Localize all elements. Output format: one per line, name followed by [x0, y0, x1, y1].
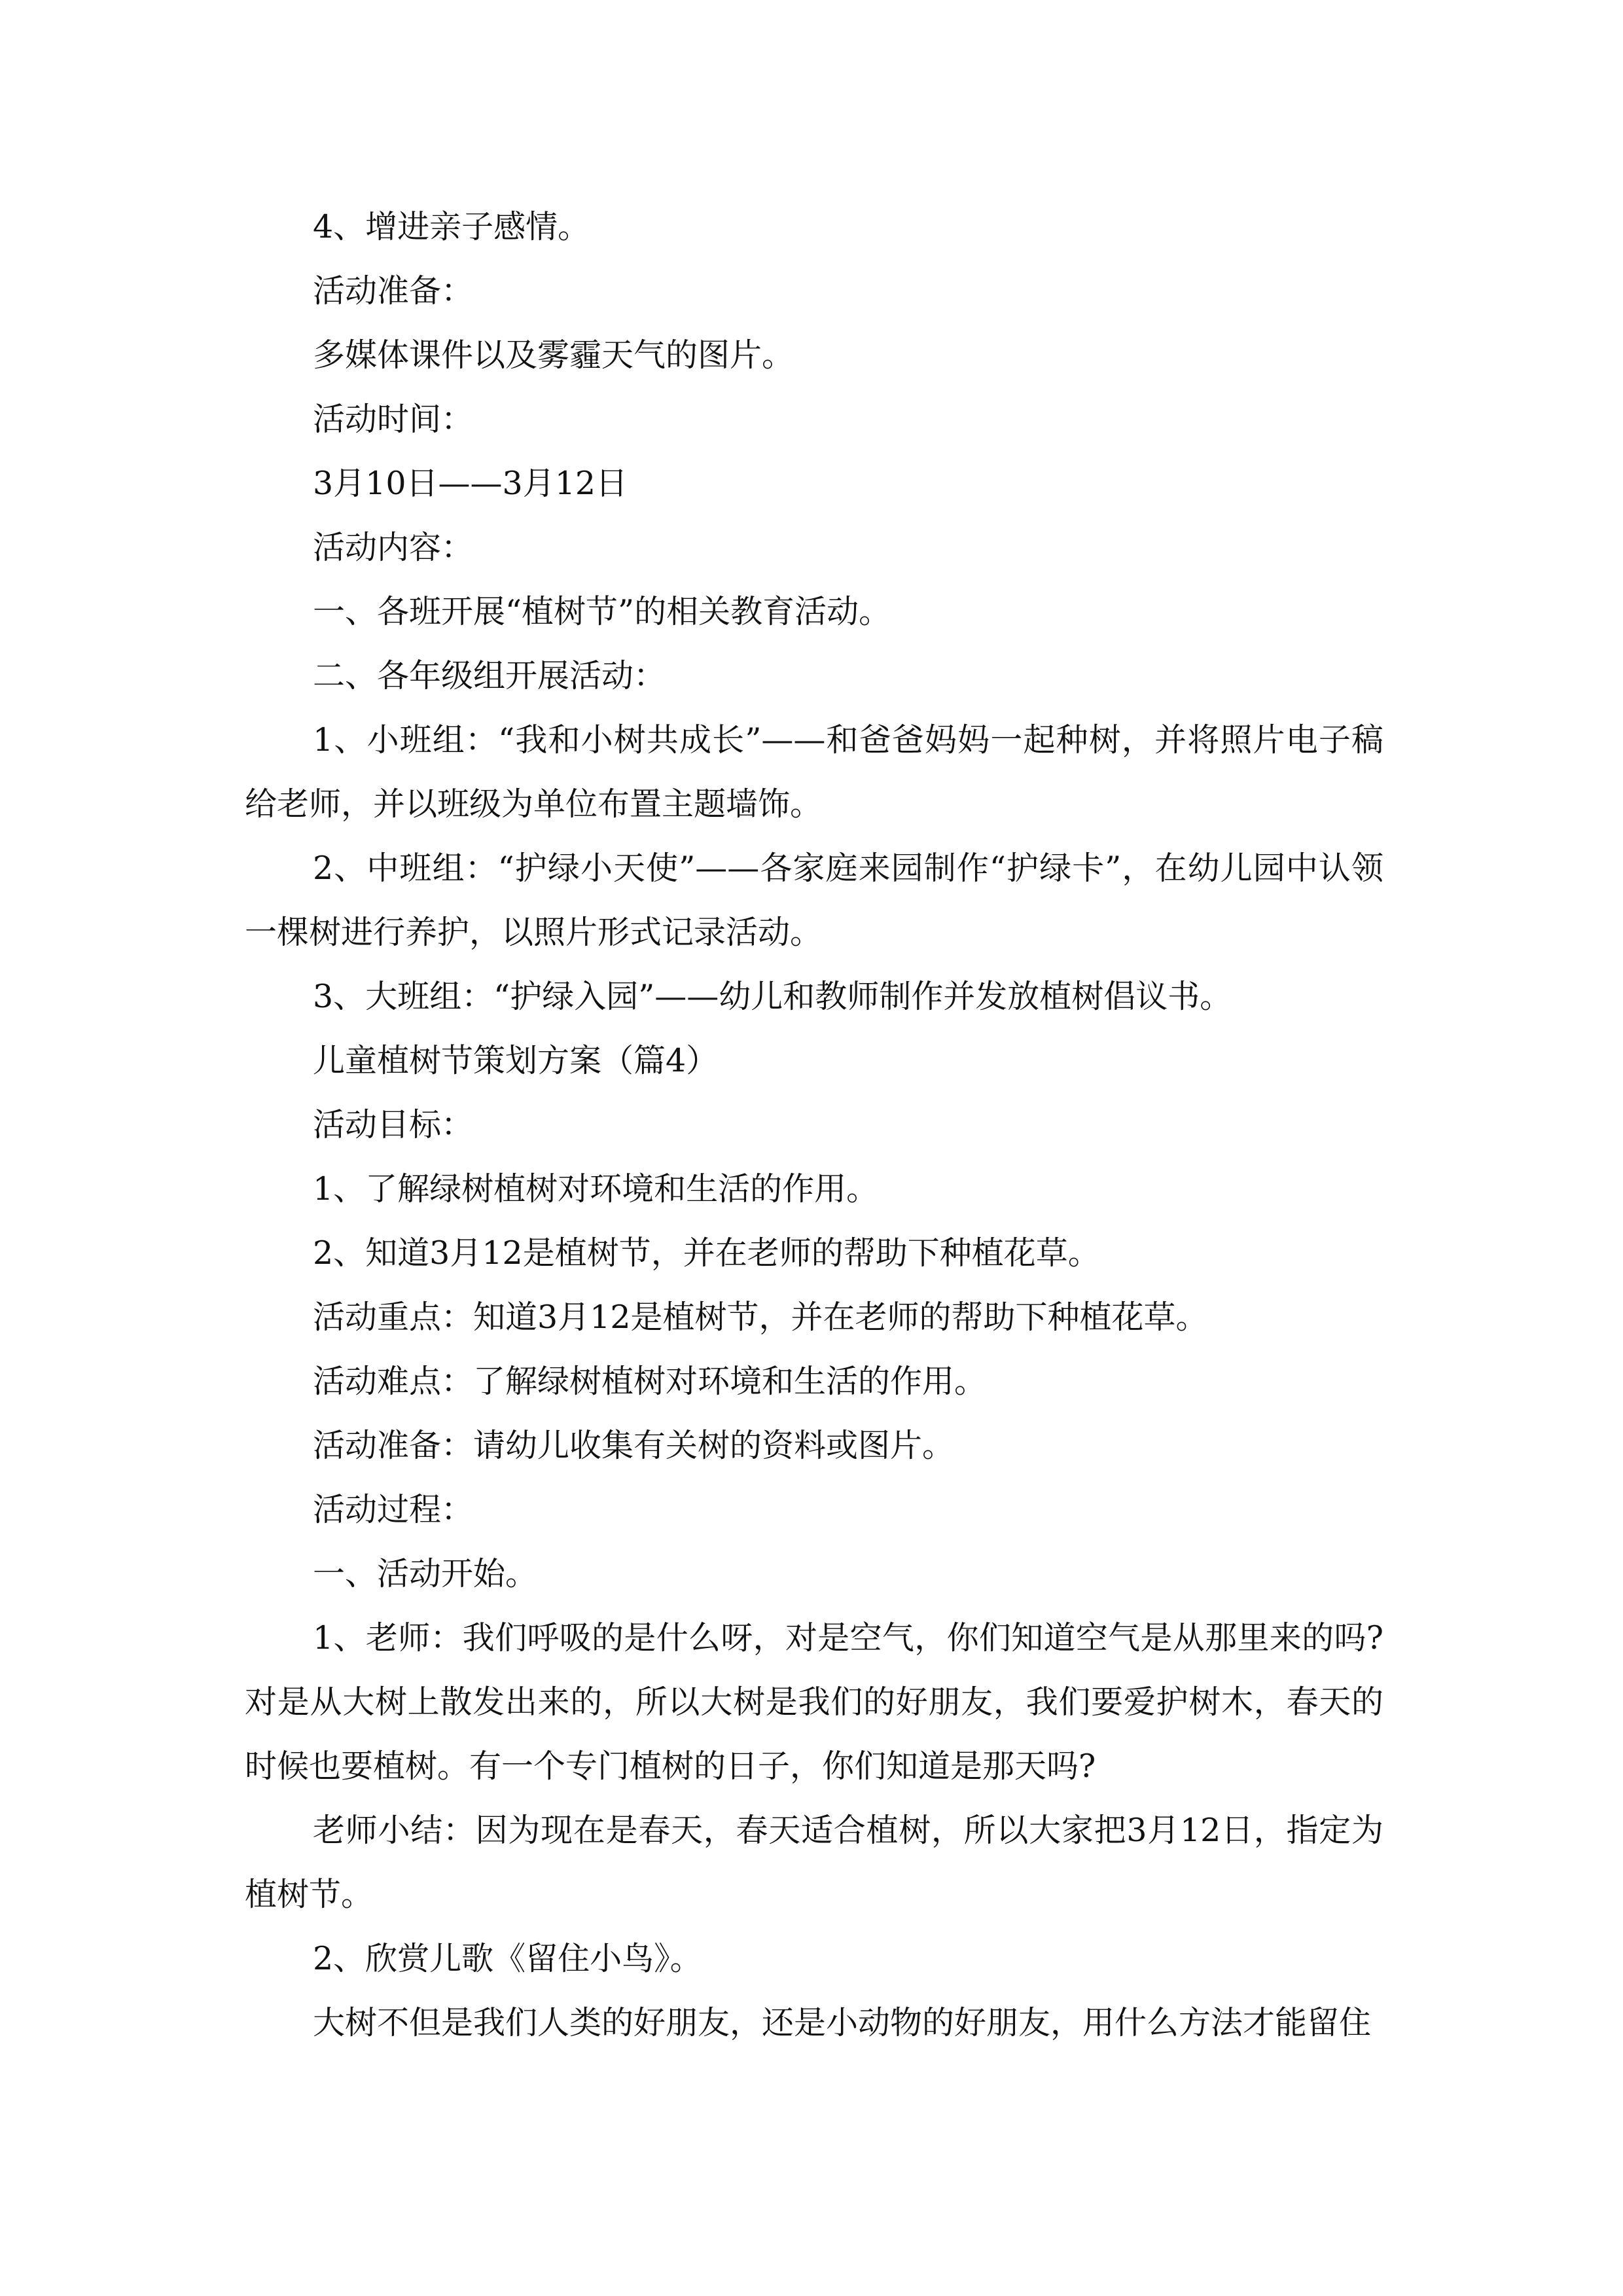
paragraph: 1、小班组：“我和小树共成长”——和爸爸妈妈一起种树，并将照片电子稿给老师，并以班级为单位布置主题墙饰。: [245, 721, 1383, 823]
paragraph: 1、老师：我们呼吸的是什么呀，对是空气，你们知道空气是从那里来的吗?对是从大树上散发出来的，所以大树是我们的好朋友，我们要爱护树木，春天的时候也要植树。有一个专门植树的日子，你们知道是那天吗?: [245, 1619, 1383, 1785]
section-label: 活动目标：: [313, 1106, 474, 1143]
paragraph: 3月10日——3月12日: [313, 465, 628, 502]
paragraph: 2、欣赏儿歌《留住小鸟》。: [313, 1940, 702, 1977]
paragraph: 2、知道3月12是植树节，并在老师的帮助下种植花草。: [313, 1234, 1100, 1272]
paragraph: 活动重点：知道3月12是植树节，并在老师的帮助下种植花草。: [313, 1299, 1208, 1336]
paragraph: 3、大班组：“护绿入园”——幼儿和教师制作并发放植树倡议书。: [313, 978, 1232, 1015]
paragraph: 活动难点：了解绿树植树对环境和生活的作用。: [313, 1363, 987, 1400]
paragraph: 2、中班组：“护绿小天使”——各家庭来园制作“护绿卡”，在幼儿园中认领一棵树进行养护，以照片形式记录活动。: [245, 850, 1383, 951]
paragraph: 一、各班开展“植树节”的相关教育活动。: [313, 593, 891, 630]
section-heading: 儿童植树节策划方案（篇4）: [313, 1042, 719, 1079]
paragraph: 一、活动开始。: [313, 1555, 538, 1592]
section-label: 活动时间：: [313, 401, 474, 438]
paragraph: 二、各年级组开展活动：: [313, 657, 666, 694]
section-label: 活动准备：: [313, 272, 474, 310]
paragraph: 老师小结：因为现在是春天，春天适合植树，所以大家把3月12日，指定为植树节。: [245, 1812, 1383, 1913]
document-body: [245, 195, 1383, 2055]
section-label: 活动内容：: [313, 529, 474, 566]
paragraph: 活动准备：请幼儿收集有关树的资料或图片。: [313, 1427, 955, 1464]
paragraph: 1、了解绿树植树对环境和生活的作用。: [313, 1170, 879, 1208]
paragraph: 4、增进亲子感情。: [313, 208, 590, 245]
paragraph: 大树不但是我们人类的好朋友，还是小动物的好朋友，用什么方法才能留住: [313, 2004, 1372, 2041]
paragraph: 多媒体课件以及雾霾天气的图片。: [313, 336, 794, 374]
section-label: 活动过程：: [313, 1491, 474, 1528]
